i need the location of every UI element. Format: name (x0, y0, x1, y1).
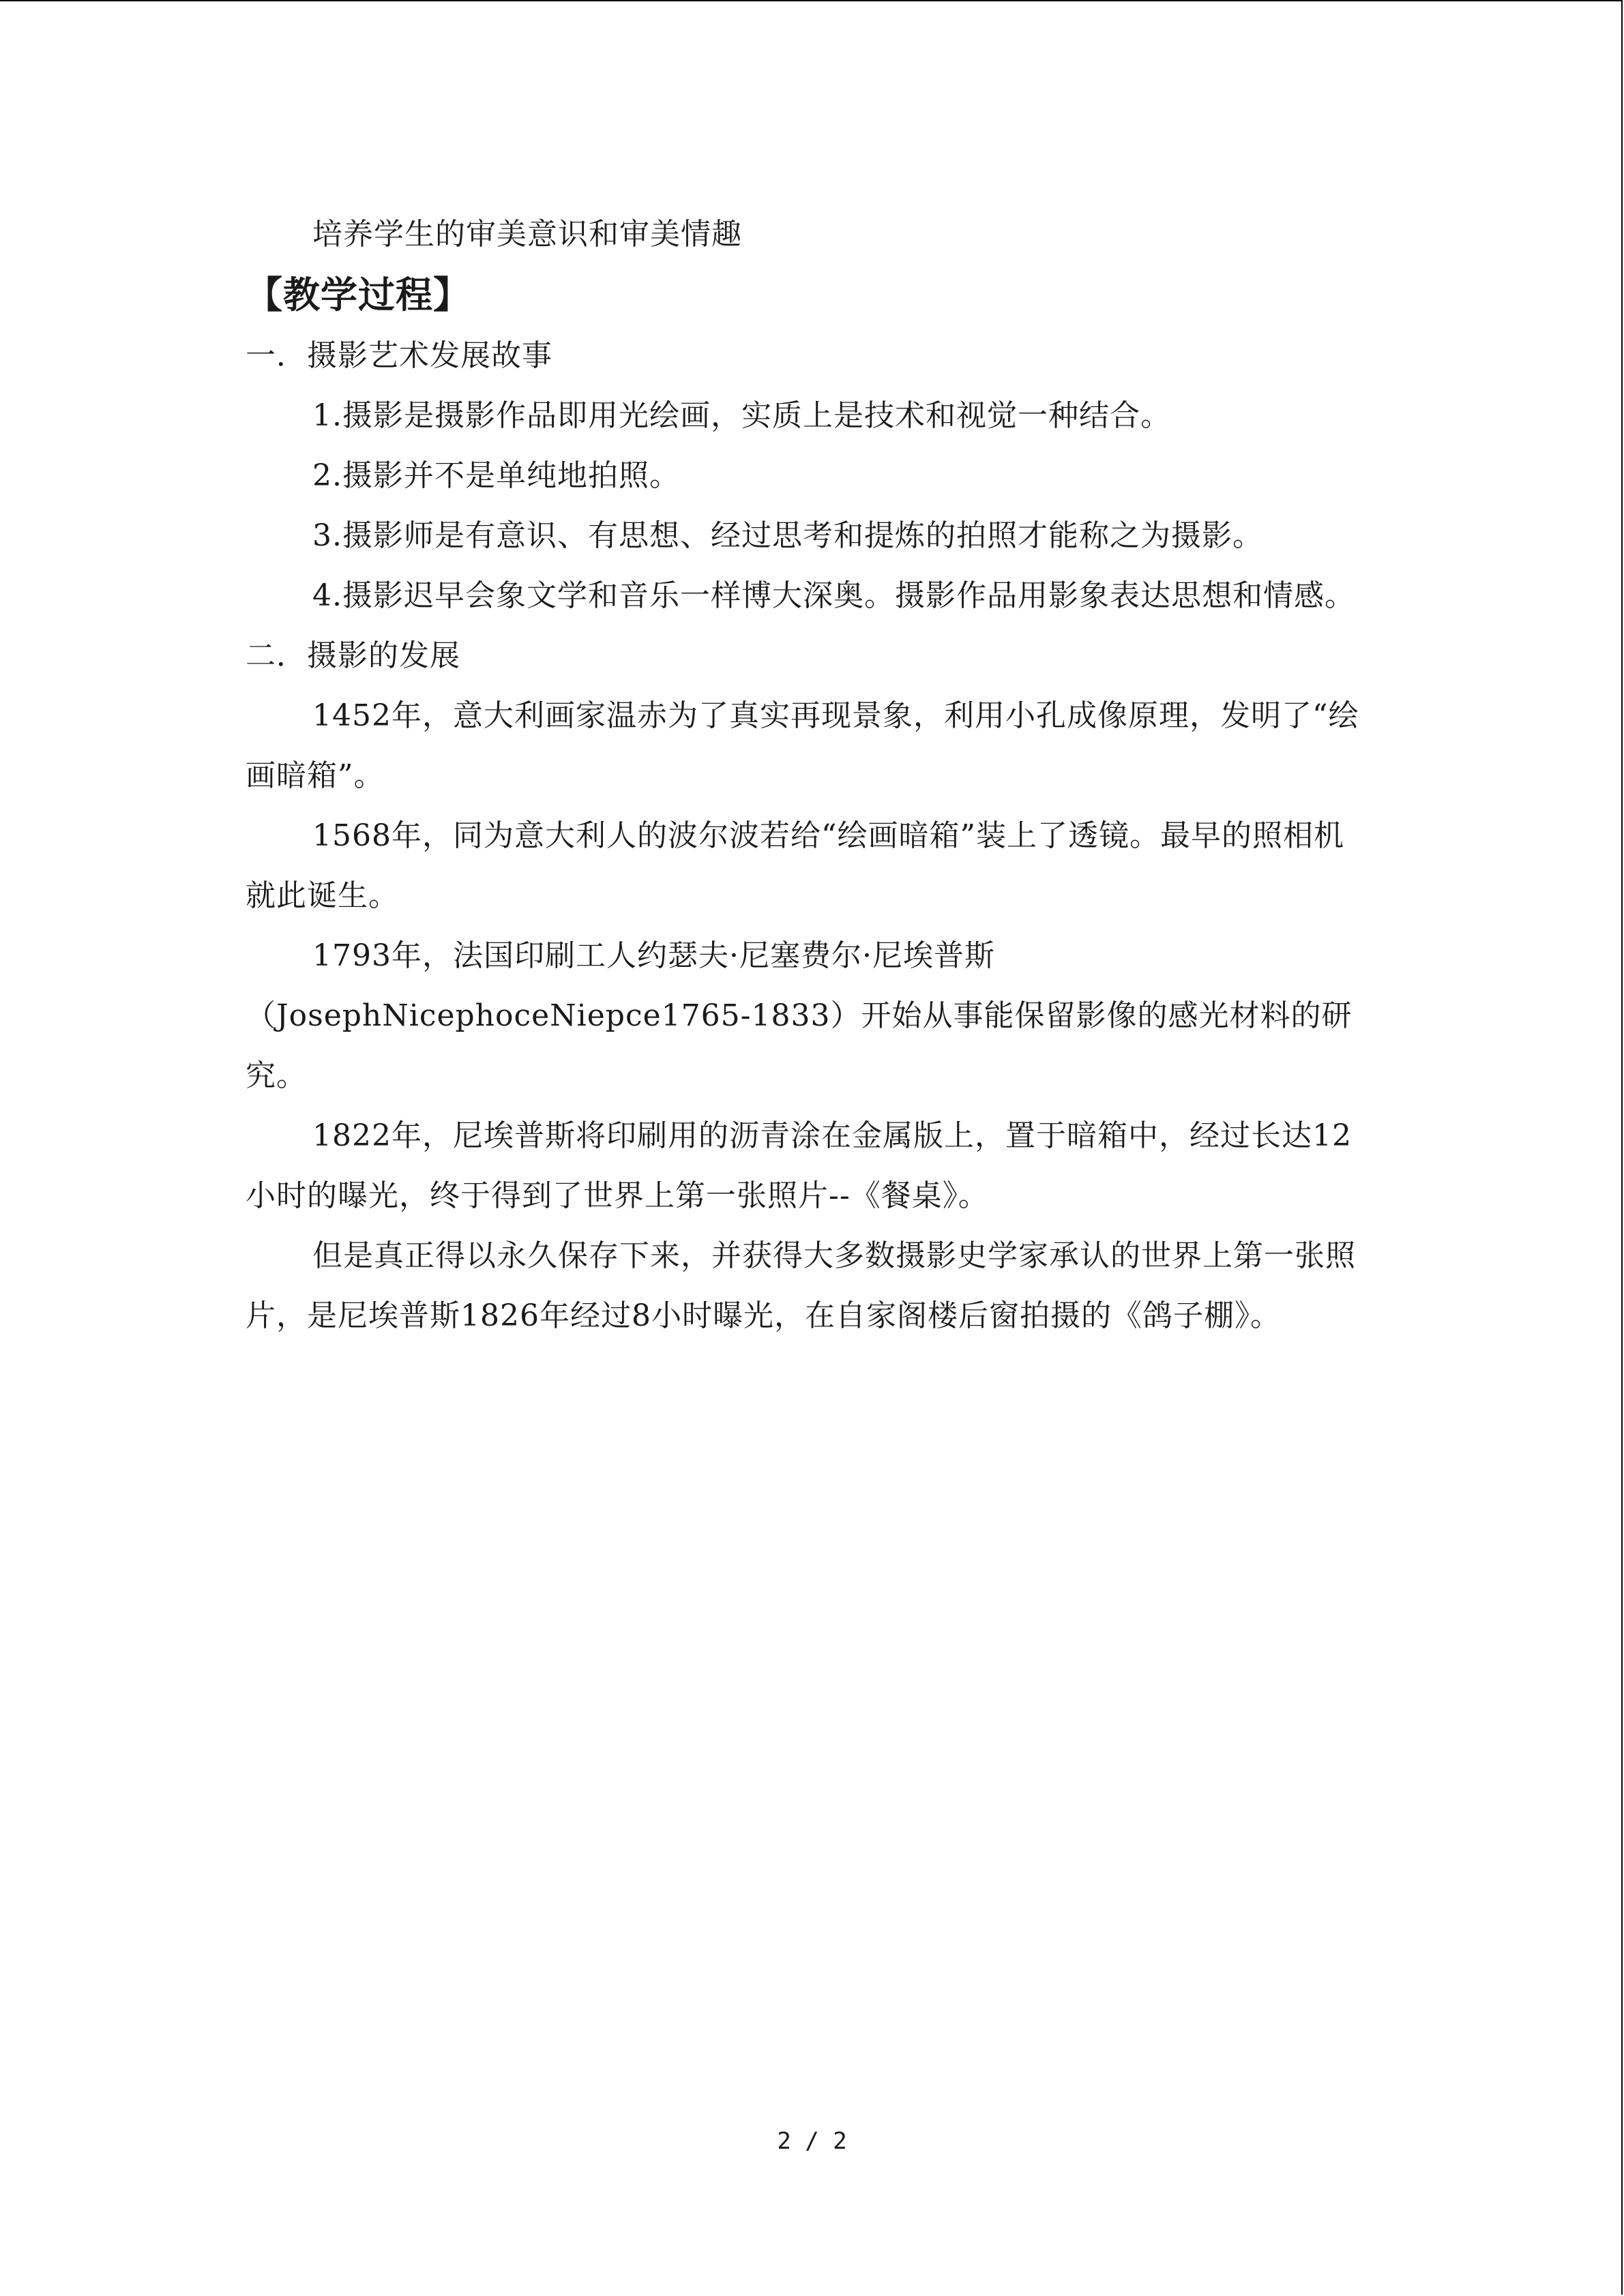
part2-title: 二．摄影的发展 (246, 638, 460, 673)
part1-item-1: 1.摄影是摄影作品即用光绘画，实质上是技术和视觉一种结合。 (312, 398, 1171, 433)
part2-paragraph-4: 1822年，尼埃普斯将印刷用的沥青涂在金属版上，置于暗箱中，经过长达12小时的曝光，终于得到了世界上第一张照片--《餐桌》。 (246, 1118, 1352, 1213)
document-body (246, 205, 1371, 1346)
page-number: 2 / 2 (777, 2128, 847, 2155)
part1-item-3: 3.摄影师是有意识、有思想、经过思考和提炼的拍照才能称之为摄影。 (312, 518, 1263, 553)
part1-item-4: 4.摄影迟早会象文学和音乐一样博大深奥。摄影作品用影象表达思想和情感。 (312, 578, 1355, 613)
aesthetic-goal-line: 培养学生的审美意识和审美情趣 (312, 217, 742, 252)
part1-item-2: 2.摄影并不是单纯地拍照。 (312, 458, 680, 493)
part2-paragraph-1: 1452年，意大利画家温赤为了真实再现景象，利用小孔成像原理，发明了“绘画暗箱”。 (246, 698, 1359, 793)
part2-paragraph-5: 但是真正得以永久保存下来，并获得大多数摄影史学家承认的世界上第一张照片，是尼埃普斯1826年经过8小时曝光，在自家阁楼后窗拍摄的《鸽子棚》。 (246, 1238, 1356, 1333)
part2-paragraph-2: 1568年，同为意大利人的波尔波若给“绘画暗箱”装上了透镜。最早的照相机就此诞生。 (246, 818, 1344, 913)
section-heading: 【教学过程】 (246, 273, 471, 316)
part1-title: 一．摄影艺术发展故事 (246, 338, 552, 373)
part2-paragraph-3: 1793年，法国印刷工人约瑟夫·尼塞费尔·尼埃普斯（JosephNicephoceNiepce1765-1833）开始从事能保留影像的感光材料的研究。 (246, 938, 1353, 1093)
